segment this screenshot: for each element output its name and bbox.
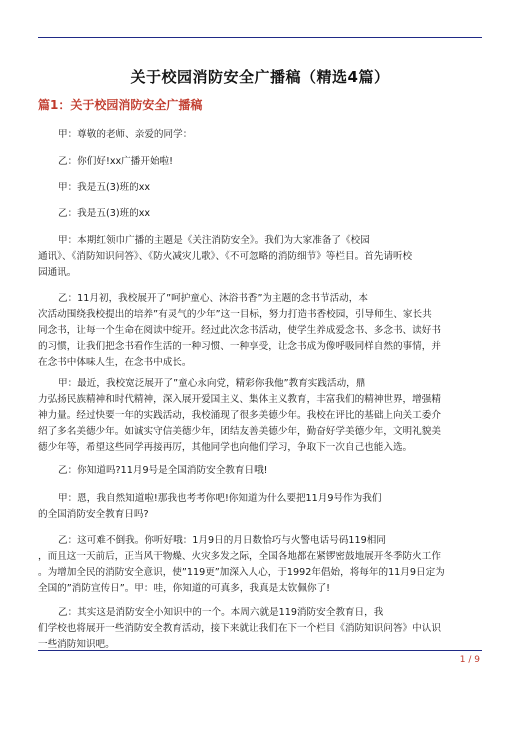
paragraph [38, 605, 482, 653]
paragraph-line: 乙：我是五(3)班的xx [58, 208, 151, 219]
paragraph-line: 甲：本期红领巾广播的主题是《关注消防安全》。我们为大家准备了《校园 [58, 235, 370, 246]
paragraph-line: 乙：这可难不倒我。你听好哦：1月9日的月日数恰巧与火警电话号码119相同 [58, 535, 386, 546]
paragraph-line: 神力量。经过快要一年的实践活动，我校涌现了很多美德少年。我校在评比的基础上向关工委介 [38, 410, 441, 421]
paragraph [38, 291, 482, 371]
paragraph [38, 463, 482, 479]
paragraph-line: 力弘扬民族精神和时代精神，深入展开爱国主义、集体主义教育，丰富我们的精神世界，增强精 [38, 394, 441, 405]
section-heading: 篇1：关于校园消防安全广播稿 [38, 98, 203, 112]
footer-rule [38, 650, 482, 651]
paragraph-line: 甲：尊敬的老师、亲爱的同学： [58, 129, 193, 140]
paragraph-line: 全国的”消防宣传日”。甲：哇，你知道的可真多，我真是太钦佩你了! [38, 583, 331, 594]
paragraph-line: 在念书中体味人生，在念书中成长。 [38, 357, 192, 368]
page-number: 1 / 9 [459, 655, 480, 665]
paragraph-line: 园通讯。 [38, 267, 77, 278]
paragraph-line: 的全国消防安全教育日吗? [38, 509, 149, 520]
paragraph-line: 们学校也将展开一些消防安全教育活动，接下来就让我们在下一个栏目《消防知识问答》中认识 [38, 623, 441, 634]
paragraph-line: 。为增加全民的消防安全意识，使”119更”加深入人心，于1992年倡始，将每年的11月9日定为 [38, 567, 445, 578]
paragraph-line: 一些消防知识吧。 [38, 639, 115, 650]
paragraph-line: 乙：11月初，我校展开了”呵护童心、沐浴书香”为主题的念书节活动，本 [58, 293, 368, 304]
paragraph-line: 乙：你知道吗?11月9号是全国消防安全教育日哦! [58, 465, 268, 476]
paragraph [38, 127, 482, 143]
paragraph-line: 乙：其实这是消防安全小知识中的一个。本周六就是119消防安全教育日，我 [58, 607, 384, 618]
paragraph-line: 绍了多名美德少年。如诚实守信美德少年，团结友善美德少年，勤奋好学美德少年，文明礼貌美 [38, 426, 441, 437]
paragraph [38, 180, 482, 196]
document-title: 关于校园消防安全广播稿（精选4篇） [130, 68, 390, 86]
paragraph [38, 206, 482, 222]
paragraph-line: ，而且这一天前后，正当风干物燥、火灾多发之际，全国各地都在紧锣密鼓地展开冬季防火工作 [38, 551, 441, 562]
paragraph-line: 通讯》、《消防知识问答》、《防火减灾儿歌》、《不可忽略的消防细节》等栏目。首先请听校 [38, 251, 413, 262]
paragraph [38, 376, 482, 456]
paragraph-line: 同念书，让每一个生命在阅读中绽开。经过此次念书活动，使学生养成爱念书、多念书、读好书 [38, 325, 441, 336]
paragraph-line: 的习惯，让我们把念书看作生活的一种习惯、一种享受，让念书成为像呼吸同样自然的事情，并 [38, 341, 441, 352]
paragraph-line: 乙：你们好!xx广播开始啦! [58, 156, 173, 167]
header-rule [38, 37, 482, 38]
paragraph-line: 德少年等，希望这些同学再接再厉，其他同学也向他们学习，争取下一次自己也能入选。 [38, 442, 413, 453]
paragraph-line: 甲：恩，我自然知道啦!那我也考考你吧!你知道为什么要把11月9号作为我们 [58, 493, 382, 504]
paragraph [38, 154, 482, 170]
paragraph-line: 甲：最近，我校宽泛展开了”童心永向党，精彩你我他”教育实践活动，鼎 [58, 378, 366, 389]
paragraph-line: 甲：我是五(3)班的xx [58, 182, 151, 193]
paragraph [38, 491, 482, 523]
paragraph-line: 次活动围绕我校提出的培养”有灵气的少年”这一目标，努力打造书香校园，引导师生、家长共 [38, 309, 432, 320]
paragraph [38, 233, 482, 281]
paragraph [38, 533, 482, 597]
